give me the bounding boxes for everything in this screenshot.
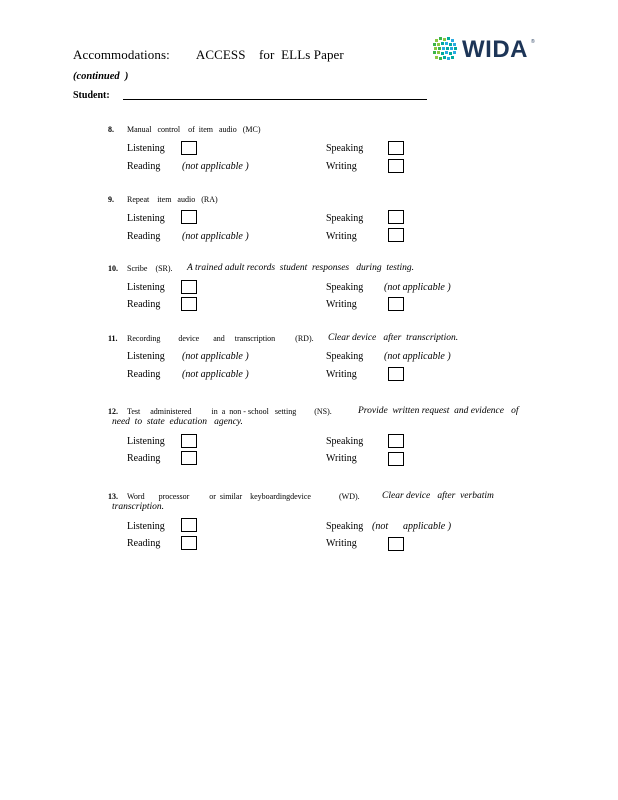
item-number: 12. — [108, 407, 118, 416]
listening-checkbox[interactable] — [181, 141, 197, 155]
speaking-not-applicable: (not applicable ) — [384, 282, 451, 293]
item-name: Scribe (SR). — [127, 264, 173, 273]
reading-checkbox[interactable] — [181, 297, 197, 311]
writing-checkbox[interactable] — [388, 297, 404, 311]
item-name: Word processor or similar keyboardingdevice (WD). — [127, 492, 360, 501]
student-label: Student: — [73, 90, 110, 101]
title-access-paper: ACCESS for ELLs Paper — [195, 47, 344, 62]
item-number: 8. — [108, 125, 114, 134]
writing-label: Writing — [326, 231, 357, 242]
item-note: Clear device after transcription. — [328, 333, 459, 343]
speaking-label: Speaking — [326, 143, 364, 154]
reading-label: Reading — [127, 369, 161, 380]
listening-not-applicable: (not applicable ) — [182, 351, 249, 362]
writing-label: Writing — [326, 299, 357, 310]
writing-checkbox[interactable] — [388, 159, 404, 173]
speaking-not-applicable-part2: applicable ) — [403, 521, 452, 532]
reading-label: Reading — [127, 299, 161, 310]
item-note-continued: transcription. — [112, 502, 164, 512]
wida-trademark: ® — [531, 39, 535, 45]
item-number: 10. — [108, 264, 118, 273]
speaking-not-applicable: (not applicable ) — [384, 351, 451, 362]
listening-label: Listening — [127, 213, 165, 224]
listening-label: Listening — [127, 521, 165, 532]
speaking-label: Speaking — [326, 282, 364, 293]
speaking-checkbox[interactable] — [388, 434, 404, 448]
writing-label: Writing — [326, 369, 357, 380]
reading-label: Reading — [127, 453, 161, 464]
listening-checkbox[interactable] — [181, 280, 197, 294]
wida-logo — [433, 36, 543, 64]
speaking-label: Speaking — [326, 213, 364, 224]
writing-checkbox[interactable] — [388, 367, 404, 381]
item-note: A trained adult records student responses during testing. — [187, 263, 415, 273]
reading-not-applicable: (not applicable ) — [182, 161, 249, 172]
speaking-label: Speaking — [326, 351, 364, 362]
speaking-checkbox[interactable] — [388, 210, 404, 224]
listening-label: Listening — [127, 436, 165, 447]
speaking-label: Speaking — [326, 436, 364, 447]
writing-label: Writing — [326, 453, 357, 464]
speaking-checkbox[interactable] — [388, 141, 404, 155]
item-number: 13. — [108, 492, 118, 501]
form-title — [73, 47, 344, 63]
reading-not-applicable: (not applicable ) — [182, 369, 249, 380]
listening-checkbox[interactable] — [181, 434, 197, 448]
item-note: Provide written request and evidence of — [358, 406, 519, 416]
listening-checkbox[interactable] — [181, 518, 197, 532]
writing-checkbox[interactable] — [388, 537, 404, 551]
item-name: Test administered in a non - school setting (NS). — [127, 407, 332, 416]
reading-label: Reading — [127, 538, 161, 549]
listening-checkbox[interactable] — [181, 210, 197, 224]
listening-label: Listening — [127, 351, 165, 362]
item-name: Recording device and transcription (RD). — [127, 334, 314, 343]
item-number: 9. — [108, 195, 114, 204]
item-name: Repeat item audio (RA) — [127, 195, 218, 204]
item-note-continued: need to state education agency. — [112, 417, 243, 427]
reading-label: Reading — [127, 161, 161, 172]
title-accommodations: Accommodations: — [73, 47, 170, 62]
listening-label: Listening — [127, 282, 165, 293]
listening-label: Listening — [127, 143, 165, 154]
reading-checkbox[interactable] — [181, 451, 197, 465]
reading-checkbox[interactable] — [181, 536, 197, 550]
wida-logo-mark-icon — [433, 37, 459, 63]
speaking-not-applicable-part1: (not — [372, 521, 389, 532]
writing-label: Writing — [326, 161, 357, 172]
continued-label: (continued ) — [73, 71, 129, 82]
item-note: Clear device after verbatim — [382, 491, 494, 501]
reading-label: Reading — [127, 231, 161, 242]
item-number: 11. — [108, 334, 118, 343]
writing-label: Writing — [326, 538, 357, 549]
speaking-label: Speaking — [326, 521, 364, 532]
student-name-line — [123, 99, 427, 100]
item-name: Manual control of item audio (MC) — [127, 125, 261, 134]
writing-checkbox[interactable] — [388, 452, 404, 466]
wida-logo-text: WIDA — [462, 36, 528, 63]
writing-checkbox[interactable] — [388, 228, 404, 242]
reading-not-applicable: (not applicable ) — [182, 231, 249, 242]
